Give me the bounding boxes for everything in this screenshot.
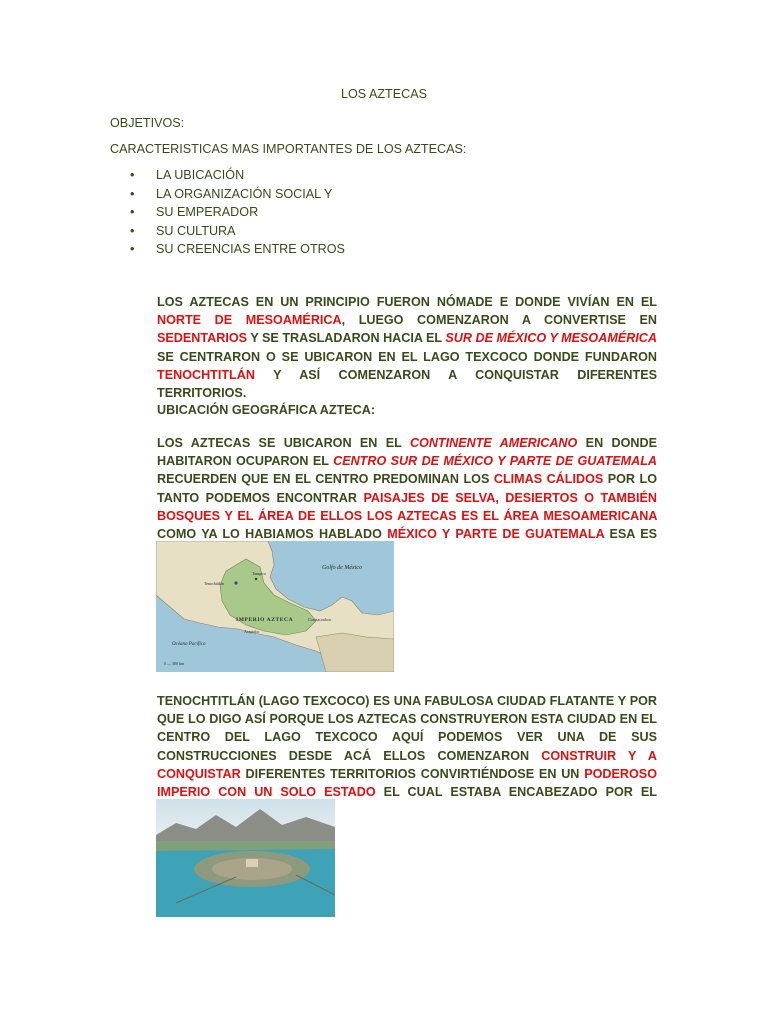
text-run: EL CUAL ESTABA ENCABEZADO POR EL	[375, 785, 657, 800]
highlight-text: TENOCHTITLÁN	[157, 367, 255, 382]
text-run: LOS AZTECAS EN UN PRINCIPIO FUERON NÓMADE E DONDE VIVÍAN EN EL	[157, 295, 657, 309]
characteristics-heading: CARACTERISTICAS MAS IMPORTANTES DE LOS AZTECAS:	[110, 142, 467, 156]
text-run: Y SE TRASLADARON HACIA EL	[247, 331, 446, 346]
map-place: Coatzacoalcos	[308, 617, 332, 622]
text-run: , LUEGO COMENZARON A CONVERTISE EN	[341, 313, 657, 328]
highlight-text: CONSTRUIR Y A CONQUISTAR	[157, 748, 657, 781]
text-run: ES UNA FABULOSA CIUDAD FLATANTE Y POR QUE LO DIGO ASÍ PORQUE LOS AZTECAS CONSTRUYERON ESTA CIUDAD EN EL CENTRO DEL LAGO TEXCOCO AQUÍ PODEMOS VER UNA DE SUS CONSTRUCCIONES DESDE ACÁ ELLOS COMENZARON	[157, 694, 657, 763]
highlight-text: CLIMAS CÁLIDOS	[493, 472, 604, 487]
map-place: Tenochtitlán	[204, 581, 224, 586]
text-run: TENOCHTITLÁN (LAGO TEXCOCO)	[157, 694, 370, 708]
highlight-text: SEDENTARIOS	[157, 331, 248, 346]
text-run: POR LO TANTO PODEMOS ENCONTRAR	[157, 472, 657, 505]
list-item: • LA ORGANIZACIÓN SOCIAL Y	[130, 185, 345, 204]
highlight-text: SUR DE MÉXICO Y MESOAMÉRICA	[445, 331, 658, 346]
list-item: • SU CULTURA	[130, 222, 345, 241]
text-run: LOS AZTECAS SE UBICARON EN EL	[157, 436, 410, 450]
aztec-empire-map	[156, 541, 394, 672]
text-run: SE CENTRARON O SE UBICARON EN EL LAGO TEXCOCO DONDE FUNDARON	[157, 349, 657, 364]
text-run: COMO YA LO HABIAMOS HABLADO	[157, 527, 388, 542]
map-place: Acapulco	[244, 629, 260, 634]
highlight-text: NORTE DE MESOAMÉRICA	[157, 313, 342, 328]
city-marker	[234, 581, 237, 584]
text-run: ESA ES	[609, 527, 657, 542]
text-run: EN DONDE HABITARON OCUPARON EL	[157, 436, 657, 469]
map-label-empire: IMPERIO AZTECA	[236, 617, 294, 623]
objectives-label: OBJETIVOS:	[110, 116, 185, 130]
text-run: Y ASÍ COMENZARON A CONQUISTAR DIFERENTES TERRITORIOS.	[157, 367, 657, 401]
highlight-text: MÉXICO Y PARTE DE GUATEMALA	[387, 527, 605, 542]
paragraph-origin	[157, 293, 657, 402]
highlight-text: PAISAJES DE SELVA, DESIERTOS O TAMBIÉN BOSQUES Y EL ÁREA DE ELLOS LOS AZTECAS ES EL ÁREA MESOAMERICANA	[157, 490, 657, 523]
list-item: • LA UBICACIÓN	[130, 166, 345, 185]
map-scale: 0 — 300 km	[164, 661, 185, 666]
text-run: DIFERENTES TERRITORIOS CONVIRTIÉNDOSE EN UN	[240, 766, 585, 781]
map-label-ocean: Océano Pacífico	[172, 642, 206, 647]
list-item: • SU EMPERADOR	[130, 203, 345, 222]
city-marker	[255, 578, 257, 580]
tenochtitlan-illustration	[156, 799, 335, 917]
document-title: LOS AZTECAS	[340, 87, 428, 101]
highlight-text: CENTRO SUR DE MÉXICO Y PARTE DE GUATEMALA	[333, 454, 658, 469]
list-item: • SU CREENCIAS ENTRE OTROS	[130, 240, 345, 259]
characteristics-list	[130, 166, 345, 259]
section-heading: UBICACIÓN GEOGRÁFICA AZTECA:	[157, 403, 376, 417]
highlight-text: PODEROSO IMPERIO CON UN SOLO ESTADO	[157, 766, 657, 800]
text-run: RECUERDEN QUE EN EL CENTRO PREDOMINAN LOS	[157, 472, 494, 487]
highlight-text: CONTINENTE AMERICANO	[409, 436, 578, 450]
map-label-gulf: Golfo de México	[322, 565, 362, 571]
map-place: Tampico	[252, 571, 266, 576]
